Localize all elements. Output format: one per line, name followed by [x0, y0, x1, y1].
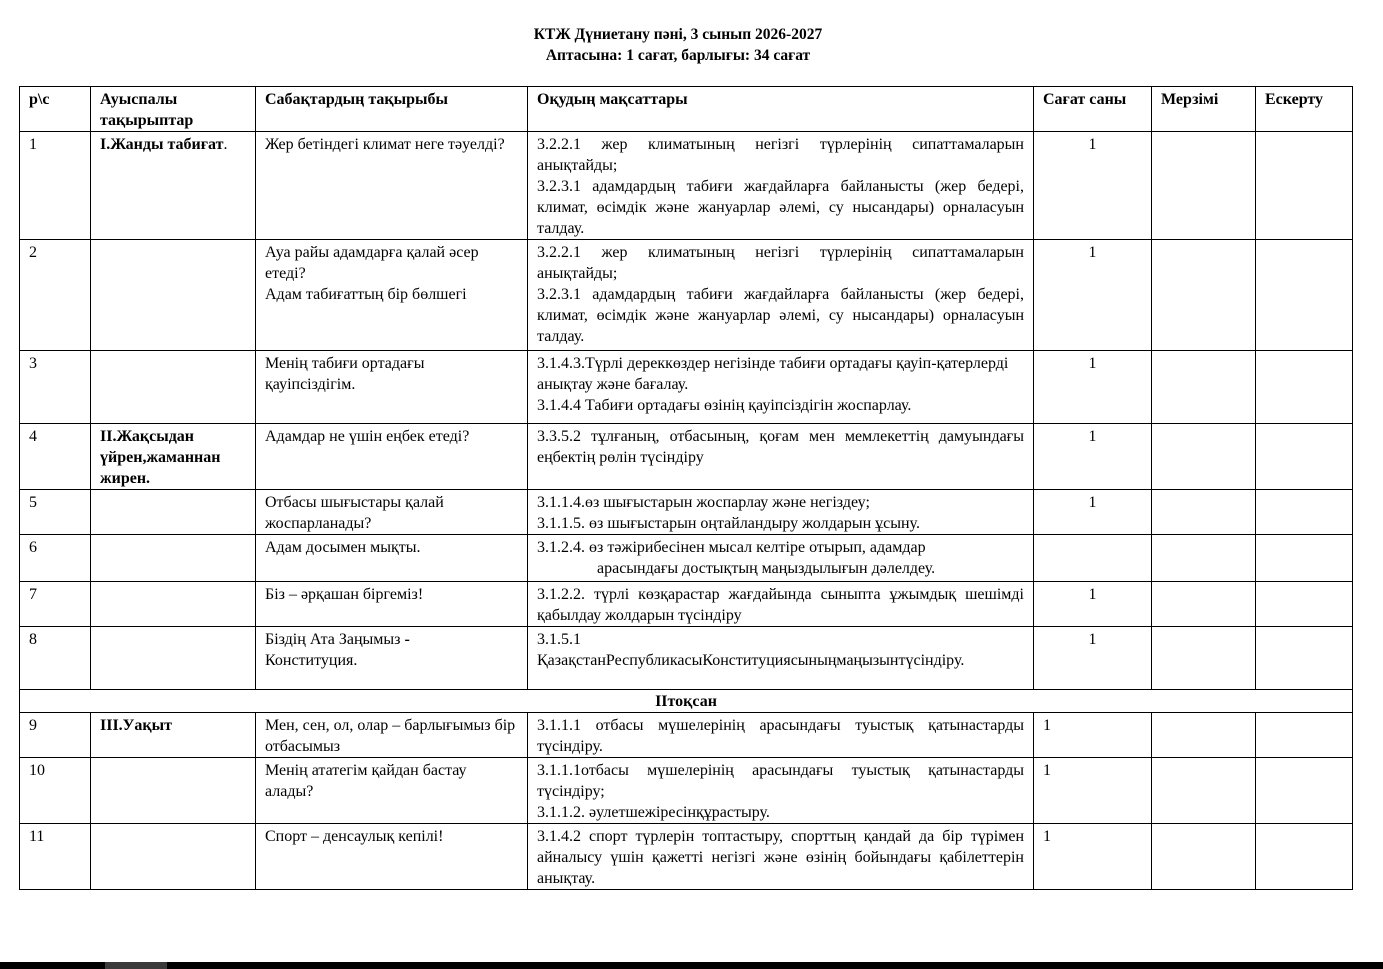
row-hours: 1: [1034, 713, 1152, 758]
header-hours: Сағат саны: [1034, 87, 1152, 132]
table-row: [20, 240, 1353, 351]
row-lesson: Жер бетіндегі климат неге тәуелді?: [256, 132, 528, 240]
row-goals: 3.1.2.4. өз тәжірибесінен мысал келтіре отырып, адамдар арасындағы достықтың маңыздылығын дәлелдеу.: [528, 535, 1034, 582]
row-goals: 3.1.5.1 ҚазақстанРеспубликасыКонституциясыныңмаңызынтүсіндіру.: [528, 627, 1034, 690]
row-topic: [91, 627, 256, 690]
row-date: [1152, 535, 1256, 582]
row-num: 11: [20, 824, 91, 890]
row-num: 4: [20, 424, 91, 490]
row-num: 7: [20, 582, 91, 627]
row-note: [1256, 627, 1353, 690]
row-hours: [1034, 535, 1152, 582]
document-title: КТЖ Дүниетану пәні, 3 сынып 2026-2027: [533, 26, 823, 43]
row-note: [1256, 424, 1353, 490]
header-goals: Оқудың мақсаттары: [528, 87, 1034, 132]
header-num: р\с: [20, 87, 91, 132]
row-hours: 1: [1034, 424, 1152, 490]
table-row: [20, 758, 1353, 824]
row-num: 1: [20, 132, 91, 240]
row-hours: 1: [1034, 132, 1152, 240]
row-lesson: Адам досымен мықты.: [256, 535, 528, 582]
row-topic: [91, 824, 256, 890]
row-hours: 1: [1034, 490, 1152, 535]
row-goals: 3.1.2.2. түрлі көзқарастар жағдайында сыныпта ұжымдық шешімді қабылдау жолдарын түсіндіру: [528, 582, 1034, 627]
table-row: [20, 132, 1353, 240]
row-note: [1256, 240, 1353, 351]
row-goals: 3.1.4.2 спорт түрлерін топтастыру, спорттың қандай да бір түрімен айналысу үшін қажетті негізгі және өзінің бойындағы қабілеттерін анықтау.: [528, 824, 1034, 890]
row-topic: [91, 582, 256, 627]
header-note: Ескерту: [1256, 87, 1353, 132]
row-date: [1152, 758, 1256, 824]
row-lesson: Біз – әрқашан біргеміз!: [256, 582, 528, 627]
row-topic: [91, 758, 256, 824]
quarter-label: ІІтоқсан: [20, 690, 1353, 713]
row-num: 8: [20, 627, 91, 690]
row-lesson: Спорт – денсаулық кепілі!: [256, 824, 528, 890]
row-note: [1256, 824, 1353, 890]
row-topic: [91, 240, 256, 351]
row-num: 9: [20, 713, 91, 758]
table-row: [20, 535, 1353, 582]
lesson-plan-table: [19, 86, 1353, 890]
header-date: Мерзімі: [1152, 87, 1256, 132]
table-row: [20, 713, 1353, 758]
row-hours: 1: [1034, 240, 1152, 351]
row-num: 3: [20, 351, 91, 424]
row-note: [1256, 351, 1353, 424]
row-num: 6: [20, 535, 91, 582]
row-date: [1152, 132, 1256, 240]
row-date: [1152, 713, 1256, 758]
row-date: [1152, 582, 1256, 627]
table-row: [20, 824, 1353, 890]
row-topic: ІІ.Жақсыдан үйрен,жаманнан жирен.: [91, 424, 256, 490]
row-topic: ІІІ.Уақыт: [91, 713, 256, 758]
row-note: [1256, 713, 1353, 758]
row-topic: [91, 351, 256, 424]
row-goals: 3.3.5.2 тұлғаның, отбасының, қоғам мен мемлекеттің дамуындағы еңбектің рөлін түсіндіру: [528, 424, 1034, 490]
bottom-scrollbar-track[interactable]: [0, 962, 1383, 969]
row-goals: 3.2.2.1 жер климатының негізгі түрлерінің сипаттамаларын анықтайды; 3.2.3.1 адамдардың табиғи жағдайларға байланысты (жер бедері, климат, өсімдік және жануарлар әлемі, су нысандары) орналасуын талдау.: [528, 240, 1034, 351]
row-note: [1256, 758, 1353, 824]
row-hours: 1: [1034, 627, 1152, 690]
table-row: [20, 490, 1353, 535]
table-row: [20, 627, 1353, 690]
table-row: [20, 351, 1353, 424]
row-hours: 1: [1034, 758, 1152, 824]
row-date: [1152, 424, 1256, 490]
row-lesson: Ауа райы адамдарға қалай әсер етеді? Адам табиғаттың бір бөлшегі: [256, 240, 528, 351]
row-goals: 3.1.4.3.Түрлі дереккөздер негізінде табиғи ортадағы қауіп-қатерлерді анықтау және бағалау. 3.1.4.4 Табиғи ортадағы өзінің қауіпсіздігін жоспарлау.: [528, 351, 1034, 424]
table-row: [20, 582, 1353, 627]
row-lesson: Адамдар не үшін еңбек етеді?: [256, 424, 528, 490]
row-date: [1152, 824, 1256, 890]
row-topic: І.Жанды табиғат.: [91, 132, 256, 240]
table-row: [20, 424, 1353, 490]
row-note: [1256, 490, 1353, 535]
row-note: [1256, 582, 1353, 627]
header-topic: Ауыспалы тақырыптар: [91, 87, 256, 132]
row-date: [1152, 490, 1256, 535]
bottom-scrollbar-thumb[interactable]: [105, 962, 167, 969]
row-topic: [91, 535, 256, 582]
row-goals: 3.1.1.4.өз шығыстарын жоспарлау және негіздеу; 3.1.1.5. өз шығыстарын оңтайландыру жолдарын ұсыну.: [528, 490, 1034, 535]
row-date: [1152, 627, 1256, 690]
row-note: [1256, 535, 1353, 582]
row-date: [1152, 351, 1256, 424]
row-lesson: Мен, сен, ол, олар – барлығымыз бір отбасымыз: [256, 713, 528, 758]
row-lesson: Менің табиғи ортадағы қауіпсіздігім.: [256, 351, 528, 424]
row-lesson: Біздің Ата Заңымыз - Конституция.: [256, 627, 528, 690]
row-num: 10: [20, 758, 91, 824]
row-hours: 1: [1034, 351, 1152, 424]
row-num: 2: [20, 240, 91, 351]
row-date: [1152, 240, 1256, 351]
row-topic: [91, 490, 256, 535]
row-lesson: Отбасы шығыстары қалай жоспарланады?: [256, 490, 528, 535]
row-goals: 3.2.2.1 жер климатының негізгі түрлерінің сипаттамаларын анықтайды; 3.2.3.1 адамдардың табиғи жағдайларға байланысты (жер бедері, климат, өсімдік және жануарлар әлемі, су нысандары) орналасуын талдау.: [528, 132, 1034, 240]
table-header-row: [20, 87, 1353, 132]
row-lesson: Менің ататегім қайдан бастау алады?: [256, 758, 528, 824]
row-num: 5: [20, 490, 91, 535]
row-note: [1256, 132, 1353, 240]
row-goals: 3.1.1.1отбасы мүшелерінің арасындағы туыстық қатынастарды түсіндіру; 3.1.1.2. әулетшежіресінқұрастыру.: [528, 758, 1034, 824]
quarter-row: [20, 690, 1353, 713]
document-subtitle: Аптасына: 1 сағат, барлығы: 34 сағат: [545, 47, 811, 64]
row-goals: 3.1.1.1 отбасы мүшелерінің арасындағы туыстық қатынастарды түсіндіру.: [528, 713, 1034, 758]
row-hours: 1: [1034, 824, 1152, 890]
row-hours: 1: [1034, 582, 1152, 627]
header-lesson: Сабақтардың тақырыбы: [256, 87, 528, 132]
